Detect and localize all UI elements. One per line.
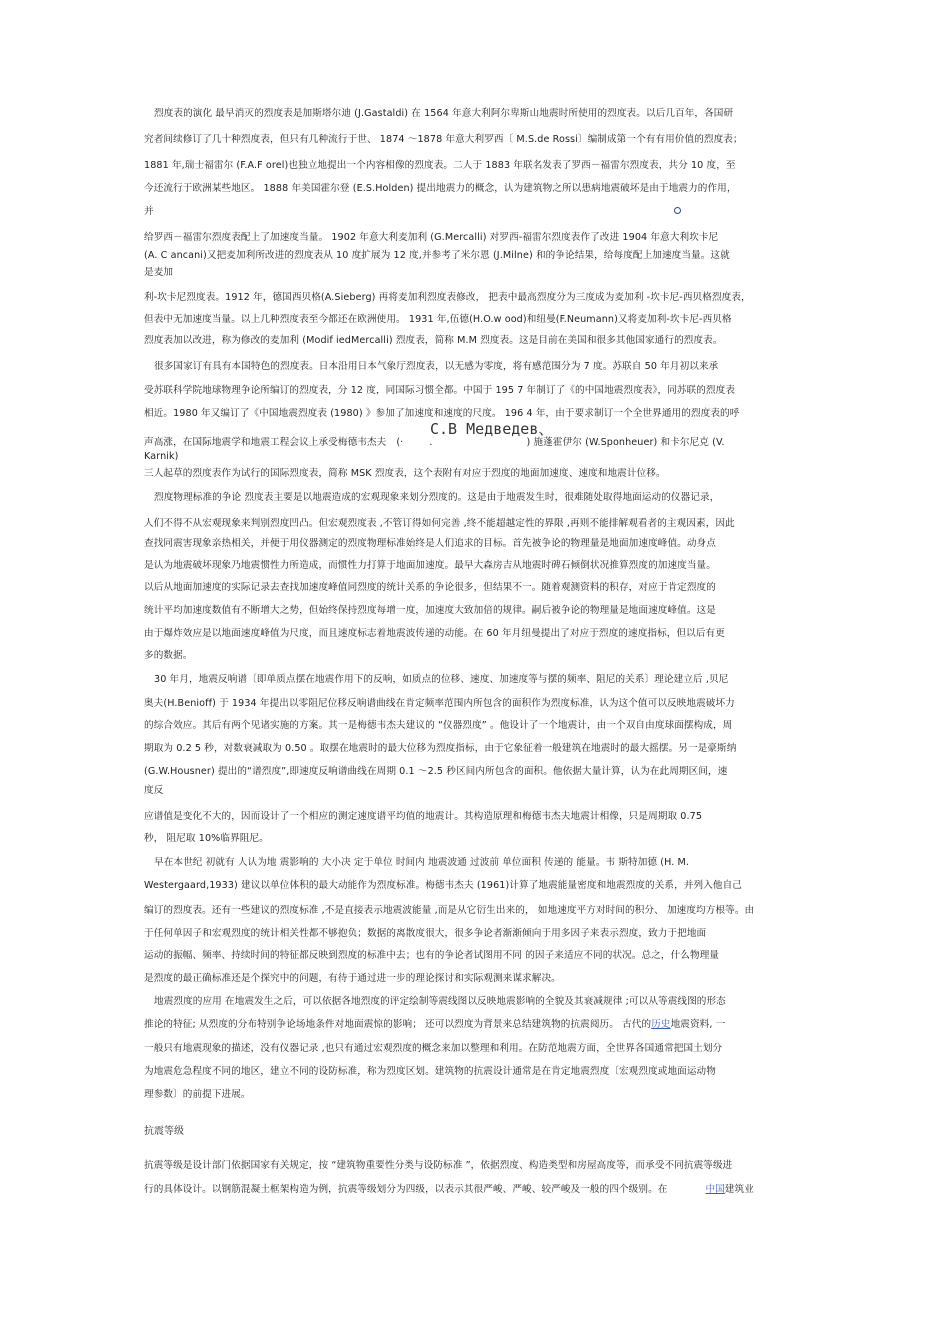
text-line: 查找同震害现象亲热相关，并便于用仪器测定的烈度物理标准始终是人们追求的目标。首先被争论的物理量是地面加速度峰值。动身点 (144, 538, 716, 549)
russian-name-medvedev: С.В Медведев、 (430, 420, 554, 438)
text-line: 的综合效应。其后有两个见诸实施的方案。其一是梅德韦杰夫建议的 “仪器烈度” 。他设计了一个地震计，由一个双自由度球面摆构成，周 (144, 720, 733, 731)
text-line: 很多国家订有具有本国特色的烈度表。日本沿用日本气象厅烈度表，以无感为零度，将有感范围分为 7 度。苏联自 50 年月初以来承 (154, 361, 719, 372)
text-line: 多的数据。 (144, 650, 193, 661)
text-line: 烈度表的演化 最早消灭的烈度表是加斯塔尔迪 (J.Gastaldi) 在 1564 年意大利阿尔卑斯山地震时所使用的烈度表。以后几百年，各国研 (154, 108, 734, 119)
text-line: 究者间续修订了几十种烈度表，但只有几种流行于世、 1874 ～1878 年意大利罗西〔 M.S.de Rossi〕编制成第一个有有用价值的烈度表； (144, 134, 743, 145)
section-heading: 抗震等级 (144, 1126, 184, 1137)
text-line: 地震烈度的应用 在地震发生之后，可以依据各地烈度的评定绘制等震线图以反映地震影响的全貌及其衰减规律 ;可以从等震线图的形态 (154, 996, 726, 1007)
text-line: (G.W.Housner) 提出的“谱烈度”,即速度反响谱曲线在周期 0.1 ～2.5 秒区间内所包含的面积。他依据大量计算，认为在此周期区间，速 (144, 766, 728, 777)
text-line: 为地震危急程度不同的地区，建立不同的设防标准，称为烈度区划。建筑物的抗震设计通常是在肯定地震烈度〔宏观烈度或地面运动物 (144, 1066, 716, 1077)
text-line: 1881 年,瑞士福雷尔 (F.A.F orel)也独立地提出一个内容相像的烈度表。二人于 1883 年联名发表了罗西－福雷尔烈度表，共分 10 度，至 (144, 160, 736, 171)
dot-mark: . (429, 437, 433, 448)
text-segment: 建筑业 (724, 1184, 754, 1195)
text-line: Karnik) (144, 451, 179, 462)
text-line: 秒， 阻尼取 10%临界阻尼。 (144, 833, 269, 844)
text-line: 并 (144, 206, 154, 217)
text-line: 相近。1980 年又编订了《中国地震烈度表 (1980) 》参加了加速度和速度的尺度。 196 4 年，由于要求制订一个全世界通用的烈度表的呼 (144, 408, 740, 419)
text-line: 于任何单因子和宏观烈度的统计相关性都不够抱负；数据的离散度很大，很多争论者渐渐倾向于用多因子来表示烈度，致力于把地面 (144, 928, 707, 939)
text-line-with-link (144, 1017, 812, 1033)
text-line: 编订的烈度表。还有一些建议的烈度标准 ,不是直接表示地震波能量 ,而是从它衍生出来的， 如地速度平方对时间的积分、 加速度均方根等。由 (144, 905, 755, 916)
text-line: 一般只有地震现象的描述，没有仪器记录 ,也只有通过宏观烈度的概念来加以整理和利用。在防范地震方面，全世界各国通常把国土划分 (144, 1043, 723, 1054)
text-line: 三人起草的烈度表作为试行的国际烈度表，简称 MSK 烈度表，这个表附有对应于烈度的地面加速度、速度和地震计位移。 (144, 468, 666, 479)
text-line: 是烈度的最正确标准还是个探究中的问题，有待于通过进一步的理论探讨和实际观测来谋求解决。 (144, 973, 561, 984)
text-segment: 推论的特征; 从烈度的分布特别争论场地条件对地面震惊的影响； 还可以烈度为背景来总结建筑物的抗震阅历。 古代的 (144, 1019, 652, 1030)
text-segment: 声高涨，在国际地震学和地震工程会议上承受梅德韦杰夫 (144, 437, 387, 448)
text-line: 但表中无加速度当量。以上几种烈度表至今都还在欧洲使用。 1931 年,伍德(H.O.w ood)和纽曼(F.Neumann)又将麦加利-坎卡尼-西贝格 (144, 314, 732, 325)
text-line: 度反 (144, 785, 164, 796)
open-paren: (· (396, 437, 404, 448)
circle-mark-icon (674, 207, 681, 214)
text-line: 统计平均加速度数值有不断增大之势，但始终保持烈度每增一度，加速度大致加倍的规律。嗣后被争论的物理量是地面速度峰值。这是 (144, 605, 716, 616)
text-line: 运动的振幅、频率、持续时间的特征都反映到烈度的标准中去；也有的争论者试图用不同 的因子来适应不同的状况。总之，什么物理量 (144, 950, 720, 961)
text-segment: 行的具体设计。以钢筋混凝土框架构造为例，抗震等级划分为四级，以表示其很严峻、严峻、较严峻及一般的四个级别。在 (144, 1184, 668, 1195)
text-line: 抗震等级是设计部门依据国家有关规定，按 “建筑物重要性分类与设防标准 ”，依据烈度、构造类型和房屋高度等，而承受不同抗震等级进 (144, 1160, 733, 1171)
text-line: (A. C ancani)又把麦加利所改进的烈度表从 10 度扩展为 12 度,并参考了米尔恩 (J.Milne) 和的争论结果，给每度配上加速度当量。这就 (144, 250, 730, 261)
text-line: 是认为地震破坏现象乃地震惯性力所造成，而惯性力打算于地面加速度。最早大森房吉从地震时碑石倾倒状况推算烈度的加速度当量。 (144, 560, 716, 571)
text-line: 期取为 0.2 5 秒，对数衰减取为 0.50 。取摆在地震时的最大位移为烈度指标，由于它象征着一般建筑在地震时的最大摇摆。另一是豪斯纳 (144, 743, 737, 754)
text-line: 由于爆炸效应是以地面速度峰值为尺度，而且速度标志着地震波传递的动能。在 60 年月纽曼提出了对应于烈度的速度指标，但以后有更 (144, 628, 725, 639)
text-line: 今还流行于欧洲某些地区。 1888 年美国霍尔登 (E.S.Holden) 提出地震力的概念，认为建筑物之所以患病地震破坏是由于地震力的作用， (144, 183, 737, 194)
history-link[interactable]: 历史 (651, 1019, 671, 1030)
text-line: 烈度物理标准的争论 烈度表主要是以地震造成的宏观现象来划分烈度的。这是由于地震发生时，很难随处取得地面运动的仪器记录， (154, 492, 720, 503)
text-line: 人们不得不从宏观现象来判别烈度凹凸。但宏观烈度表 ,不管订得如何完善 ,终不能超越定性的界限 ,再则不能排解观看者的主观因素，因此 (144, 518, 735, 529)
text-segment: 地震资料, 一 (670, 1019, 726, 1030)
text-line: 利-坎卡尼烈度表。1912 年，德国西贝格(A.Sieberg) 再将麦加利烈度表修改， 把表中最高烈度分为三度成为麦加利 -坎卡尼-西贝格烈度表， (144, 292, 751, 303)
text-line: 奥夫(H.Benioff) 于 1934 年提出以零阻尼位移反响谱曲线在肯定频率范围内所包含的面积作为烈度标准，认为这个值可以反映地震破坏力 (144, 698, 735, 709)
text-line: 以后从地面加速度的实际记录去查找加速度峰值同烈度的统计关系的争论很多，但结果不一。随着观测资料的积存，对应于肯定烈度的 (144, 582, 716, 593)
text-line: 30 年月，地震反响谱〔即单质点摆在地震作用下的反响，如质点的位移、速度、加速度等与摆的频率、阻尼的关系〕理论建立后 ,贝尼 (154, 674, 729, 685)
text-line: 早在本世纪 初就有 人认为地 震影响的 大小决 定于单位 时间内 地震波通 过波前 单位面积 传递的 能量。韦 斯特加德 (H. M. (154, 857, 690, 868)
text-line: 烈度表加以改进，称为修改的麦加利 (Modif iedMercalli) 烈度表，简称 M.M 烈度表。这是目前在美国和很多其他国家通行的烈度表。 (144, 335, 723, 346)
text-line: 是麦加 (144, 267, 174, 278)
china-link[interactable]: 中国 (705, 1184, 725, 1195)
text-line-with-link (144, 1182, 812, 1198)
text-line: 理参数〕的前提下进展。 (144, 1089, 251, 1100)
text-line: Westergaard,1933) 建议以单位体积的最大动能作为烈度标准。梅德韦杰夫 (1961)计算了地震能量密度和地震烈度的关系，并列入他自己 (144, 880, 742, 891)
text-line: 应谱值是变化不大的，因而设计了一个相应的测定速度谱平均值的地震计。其构造原理和梅德韦杰夫地震计相像，只是周期取 0.75 (144, 811, 703, 822)
text-line: 给罗西－福雷尔烈度表配上了加速度当量。 1902 年意大利麦加利 (G.Mercalli) 对罗西-福雷尔烈度表作了改进 1904 年意大利坎卡尼 (144, 232, 719, 243)
text-line: 受苏联科学院地球物理争论所编订的烈度表，分 12 度，同国际习惯全都。中国于 195 7 年制订了《的中国地震烈度表》，同苏联的烈度表 (144, 385, 736, 396)
sponheuer-segment: ) 施蓬霍伊尔 (W.Sponheuer) 和卡尔尼克 (V. (526, 437, 725, 448)
